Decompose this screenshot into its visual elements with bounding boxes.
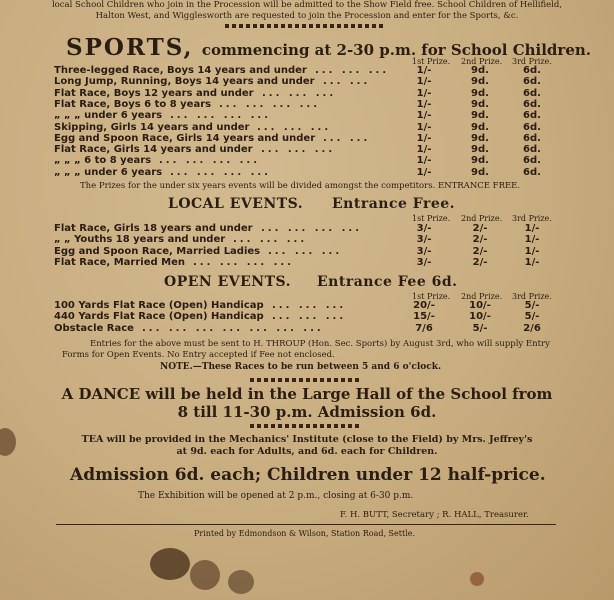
table-row [54,76,574,87]
third-prize: 1/- [524,256,540,268]
first-prize: 1/- [416,65,432,76]
second-prize: 2/- [472,234,488,246]
leader-dots: ... ... ... ... [261,223,363,234]
table-row [54,246,574,257]
admission-line: Admission 6d. each; Children under 12 half-price. [70,465,546,485]
leader-dots: ... ... ... ... [170,110,272,122]
event-name: Flat Race, Married Men [54,256,185,268]
second-prize: 9d. [471,121,489,133]
sports-subtitle: commencing at 2-30 p.m. for School Children. [201,41,591,59]
third-prize: 6d. [523,121,541,133]
second-prize: 9d. [471,144,489,156]
third-prize: 2/6 [523,322,541,334]
exhibition-line: The Exhibition will be opened at 2 p.m., closing at 6-30 p.m. [138,491,414,501]
leader-dots: ... ... ... [268,245,343,257]
event-name: Egg and Spoon Race, Married Ladies [54,245,261,257]
stain [150,548,190,580]
leader-dots: ... ... ... [261,144,336,156]
sports-footnote: The Prizes for the under six years events will be divided amongst the competitors. ENTRANCE FREE. [80,181,521,191]
second-prize: 9d. [471,87,489,99]
event-name: Flat Race, Boys 6 to 8 years [54,98,212,110]
first-prize: 3/- [416,223,432,234]
event-name: Obstacle Race [54,322,134,334]
second-prize: 9d. [471,110,489,122]
local-prize-header-1: 1st Prize. [412,214,451,223]
second-prize: 5/- [472,322,488,334]
ornament-wave [225,24,385,28]
races-note: NOTE.—These Races to be run between 5 and 6 o'clock. [160,362,442,372]
stain [228,570,254,594]
first-prize: 1/- [416,76,432,88]
third-prize: 1/- [524,234,540,246]
open-prize-header-2: 2nd Prize. [461,292,503,301]
table-row [54,133,574,144]
third-prize: 6d. [523,144,541,156]
local-events-title: LOCAL EVENTS. [168,196,304,212]
intro-line-2: Halton West, and Wigglesworth are requested to join the Procession and enter for the Sports, &c. [95,11,519,21]
third-prize: 6d. [523,76,541,88]
event-name: Long Jump, Running, Boys 14 years and under [54,76,315,88]
second-prize: 2/- [472,223,488,234]
first-prize: 15/- [413,311,435,323]
event-name: Egg and Spoon Race, Girls 14 years and under [54,132,316,144]
table-row [54,122,574,133]
leader-dots: ... ... ... [262,87,337,99]
leader-dots: ... ... ... ... [170,166,272,178]
tea-line-2: at 9d. each for Adults, and 6d. each for Children. [176,446,438,457]
officers-line: F. H. BUTT, Secretary ; R. HALL, Treasurer. [340,510,529,520]
sports-prize-header-2: 2nd Prize. [461,57,503,66]
table-row [54,99,574,110]
second-prize: 2/- [472,256,488,268]
leader-dots: ... ... ... ... [219,98,321,110]
table-row [54,323,574,334]
leader-dots: ... ... ... ... [159,155,261,167]
second-prize: 9d. [471,76,489,88]
first-prize: 3/- [416,256,432,268]
second-prize: 9d. [471,166,489,178]
local-prize-header-3: 3rd Prize. [512,214,552,223]
dance-line-1: A DANCE will be held in the Large Hall of the School from [61,385,553,403]
sports-prize-header-3: 3rd Prize. [512,57,552,66]
open-events-entrance: Entrance Fee 6d. [317,274,458,290]
event-name: 440 Yards Flat Race (Open) Handicap [54,311,264,323]
leader-dots: ... ... ... [272,300,347,311]
event-name: Skipping, Girls 14 years and under [54,121,250,133]
table-row [54,167,574,178]
event-name: Flat Race, Boys 12 years and under [54,87,254,99]
event-name: 100 Yards Flat Race (Open) Handicap [54,300,264,311]
open-prize-header-1: 1st Prize. [412,292,451,301]
third-prize: 6d. [523,98,541,110]
leader-dots: ... ... ... [233,234,308,246]
dance-line-2: 8 till 11-30 p.m. Admission 6d. [177,403,437,421]
leader-dots: ... ... ... [257,121,332,133]
event-name: „ „ Youths 18 years and under [54,234,226,246]
leader-dots: ... ... [323,132,371,144]
first-prize: 3/- [416,245,432,257]
first-prize: 3/- [416,234,432,246]
entries-line-1: Entries for the above must be sent to H. THROUP (Hon. Sec. Sports) by August 3rd, who will supply Entry [90,339,550,349]
third-prize: 6d. [523,110,541,122]
third-prize: 6d. [523,166,541,178]
event-name: „ „ „ 6 to 8 years [54,155,152,167]
leader-dots: ... ... ... [315,65,390,76]
sports-prize-header-1: 1st Prize. [412,57,451,66]
table-row [54,234,574,245]
first-prize: 20/- [413,300,435,311]
first-prize: 1/- [416,110,432,122]
table-row [54,257,574,268]
open-events-title: OPEN EVENTS. [164,274,291,290]
tea-line-1: TEA will be provided in the Mechanics' Institute (close to the Field) by Mrs. Jeffrey's [81,434,533,445]
table-row [54,65,574,76]
second-prize: 9d. [471,155,489,167]
event-name: „ „ „ under 6 years [54,166,163,178]
third-prize: 6d. [523,132,541,144]
first-prize: 1/- [416,144,432,156]
leader-dots: ... ... ... ... [193,256,295,268]
second-prize: 10/- [469,311,491,323]
table-row [54,311,574,322]
third-prize: 6d. [523,87,541,99]
bottom-rule [56,524,556,525]
third-prize: 5/- [524,311,540,323]
first-prize: 7/6 [415,322,433,334]
event-name: Flat Race, Girls 14 years and under [54,144,253,156]
first-prize: 1/- [416,98,432,110]
ornament-wave-2 [250,378,362,382]
third-prize: 6d. [523,155,541,167]
table-row [54,300,574,311]
table-row [54,88,574,99]
second-prize: 9d. [471,132,489,144]
table-row [54,155,574,166]
stain [0,428,16,456]
second-prize: 10/- [469,300,491,311]
sports-title: SPORTS, [66,34,194,61]
first-prize: 1/- [416,87,432,99]
intro-text [0,0,614,22]
event-name: „ „ „ under 6 years [54,110,163,122]
third-prize: 1/- [524,223,540,234]
table-row [54,110,574,121]
first-prize: 1/- [416,121,432,133]
first-prize: 1/- [416,132,432,144]
table-row [54,223,574,234]
second-prize: 9d. [471,65,489,76]
second-prize: 9d. [471,98,489,110]
local-prize-header-2: 2nd Prize. [461,214,503,223]
stain [190,560,220,590]
first-prize: 1/- [416,155,432,167]
stain [470,572,484,586]
second-prize: 2/- [472,245,488,257]
entries-line-2: Forms for Open Events. No Entry accepted if Fee not enclosed. [62,350,335,360]
third-prize: 1/- [524,245,540,257]
third-prize: 5/- [524,300,540,311]
ornament-wave-3 [250,424,362,428]
leader-dots: ... ... ... [272,311,347,323]
first-prize: 1/- [416,166,432,178]
event-name: Flat Race, Girls 18 years and under [54,223,253,234]
printer-line: Printed by Edmondson & Wilson, Station Road, Settle. [194,529,416,538]
open-prize-header-3: 3rd Prize. [512,292,552,301]
leader-dots: ... ... [323,76,371,88]
event-name: Three-legged Race, Boys 14 years and under [54,65,307,76]
table-row [54,144,574,155]
intro-line-1: local School Children who join in the Procession will be admitted to the Show Field free. School Children of Hellifield, [51,0,563,10]
third-prize: 6d. [523,65,541,76]
local-events-entrance: Entrance Free. [332,196,456,212]
leader-dots: ... ... ... ... ... ... ... [142,322,324,334]
